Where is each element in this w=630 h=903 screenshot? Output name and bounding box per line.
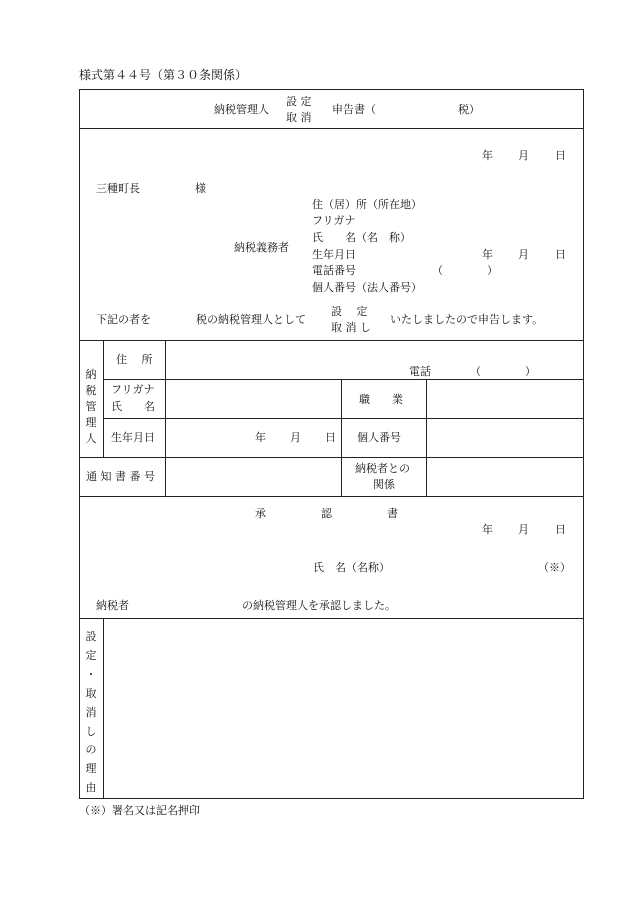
relation-label-1: 納税者との bbox=[355, 462, 410, 475]
taxpayer-phone-parens: （ ） bbox=[432, 264, 498, 277]
declaration-start: 下記の者を bbox=[96, 313, 151, 326]
addressee-name: 三種町長 bbox=[96, 182, 140, 195]
approval-name-label: 氏 名（名称） bbox=[313, 561, 390, 574]
taxpayer-field-phone: 電話番号 bbox=[312, 264, 356, 277]
notice-number-label: 通 知 書 番 号 bbox=[86, 470, 155, 483]
reason-input-area[interactable] bbox=[104, 619, 583, 798]
date-year: 年 bbox=[482, 149, 493, 162]
taxpayer-field-dob: 生年月日 bbox=[312, 248, 356, 261]
manager-occupation-label: 職 業 bbox=[359, 393, 403, 406]
title-cancel: 取 消 bbox=[286, 111, 312, 124]
taxpayer-label: 納税義務者 bbox=[234, 241, 289, 254]
footnote: （※）署名又は記名押印 bbox=[79, 804, 200, 817]
manager-dob-label: 生年月日 bbox=[111, 431, 155, 444]
relation-label-2: 関係 bbox=[373, 478, 395, 491]
date-month: 月 bbox=[518, 149, 529, 162]
manager-phone-label: 電話 bbox=[409, 365, 431, 378]
manager-phone-parens: （ ） bbox=[470, 365, 536, 378]
manager-dob-year: 年 bbox=[255, 431, 266, 444]
declaration-set: 設 定 bbox=[331, 305, 368, 318]
declaration-end: いたしましたので申告します。 bbox=[390, 313, 544, 326]
manager-furigana-label: フリガナ bbox=[111, 383, 155, 396]
approval-mark: （※） bbox=[538, 561, 571, 574]
title-prefix: 納税管理人 bbox=[214, 103, 269, 116]
manager-side-label: 納 税 管 理 人 bbox=[85, 368, 97, 445]
taxpayer-dob-day: 日 bbox=[555, 248, 566, 261]
taxpayer-dob-month: 月 bbox=[518, 248, 529, 261]
form-number-label: 様式第４４号（第３０条関係） bbox=[79, 68, 248, 82]
approval-date-day: 日 bbox=[555, 523, 566, 536]
taxpayer-dob-year: 年 bbox=[482, 248, 493, 261]
title-set: 設 定 bbox=[286, 95, 312, 108]
manager-name-label: 氏 名 bbox=[111, 400, 155, 413]
approval-date-year: 年 bbox=[482, 523, 493, 536]
taxpayer-field-mynumber: 個人番号（法人番号） bbox=[312, 281, 422, 294]
manager-dob-day: 日 bbox=[325, 431, 336, 444]
manager-address-label: 住 所 bbox=[116, 353, 153, 366]
approval-title: 承 認 書 bbox=[255, 507, 398, 520]
date-day: 日 bbox=[555, 149, 566, 162]
reason-label: 設 定 ・ 取 消 し の 理 由 bbox=[85, 630, 97, 795]
approval-taxpayer: 納税者 bbox=[96, 599, 129, 612]
declaration-cancel: 取 消 し bbox=[331, 321, 371, 334]
addressee-honorific: 様 bbox=[195, 182, 206, 195]
taxpayer-field-furigana: フリガナ bbox=[312, 214, 356, 227]
manager-mynumber-label: 個人番号 bbox=[357, 431, 401, 444]
declaration-mid: 税の納税管理人として bbox=[196, 313, 306, 326]
approval-date-month: 月 bbox=[518, 523, 529, 536]
manager-dob-month: 月 bbox=[290, 431, 301, 444]
taxpayer-field-address: 住（居）所（所在地） bbox=[312, 198, 422, 211]
taxpayer-field-name: 氏 名（名 称） bbox=[312, 231, 411, 244]
title-tax: 税） bbox=[458, 103, 480, 116]
approval-statement: の納税管理人を承認しました。 bbox=[242, 599, 396, 612]
title-suffix: 申告書（ bbox=[332, 103, 376, 116]
